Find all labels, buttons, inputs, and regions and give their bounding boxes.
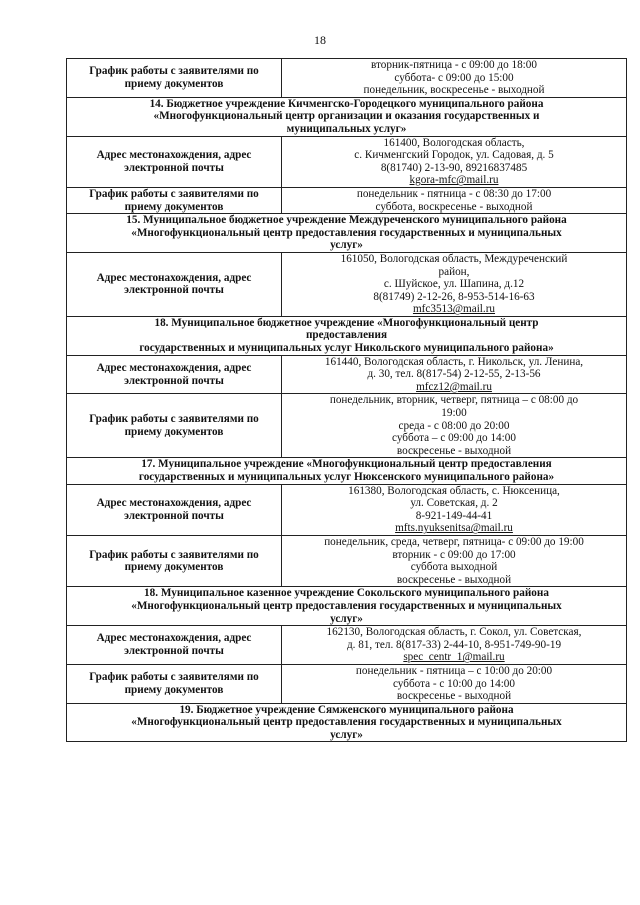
section-title-line: услуг» bbox=[330, 612, 363, 625]
value-line: 19:00 bbox=[441, 407, 467, 420]
row-label: Адрес местонахождения, адрес электронной почты bbox=[67, 626, 282, 665]
row-label: Адрес местонахождения, адрес электронной почты bbox=[67, 136, 282, 187]
row-value bbox=[282, 355, 627, 394]
section-header-row bbox=[67, 587, 627, 626]
value-line: 161440, Вологодская область, г. Никольск, ул. Ленина, bbox=[324, 355, 584, 368]
section-title-line: 15. Муниципальное бюджетное учреждение Междуреченского муниципального района bbox=[126, 214, 567, 227]
value-line: 8-921-149-44-41 bbox=[415, 509, 493, 522]
section-title-line: «Многофункциональный центр организации и оказания государственных и bbox=[153, 110, 540, 123]
section-header-row bbox=[67, 703, 627, 742]
row-value bbox=[282, 252, 627, 316]
email-link[interactable]: mfts.nyuksenitsa@mail.ru bbox=[395, 522, 513, 535]
section-header-row bbox=[67, 214, 627, 253]
row-value bbox=[282, 136, 627, 187]
email-link[interactable]: mfc3513@mail.ru bbox=[412, 303, 496, 316]
section-title-line: государственных и муниципальных услуг Никольского муниципального района» bbox=[139, 342, 554, 355]
value-line: воскресенье - выходной bbox=[396, 444, 512, 457]
value-line: суббота, воскресенье - выходной bbox=[375, 200, 533, 213]
info-row bbox=[67, 626, 627, 665]
section-header-row bbox=[67, 316, 627, 355]
row-label: Адрес местонахождения, адрес электронной почты bbox=[67, 484, 282, 535]
value-line: понедельник, воскресенье - выходной bbox=[363, 84, 545, 97]
value-line: 161400, Вологодская область, bbox=[383, 136, 525, 149]
section-title-line: услуг» bbox=[330, 728, 363, 741]
section-title-line: «Многофункциональный центр предоставления государственных и муниципальных bbox=[131, 226, 562, 239]
value-line: с. Шуйское, ул. Шапина, д.12 bbox=[383, 278, 525, 291]
row-label: Адрес местонахождения, адрес электронной почты bbox=[67, 355, 282, 394]
value-line: суббота- с 09:00 до 15:00 bbox=[394, 71, 514, 84]
section-title-line: 18. Муниципальное бюджетное учреждение «Многофункциональный центр bbox=[154, 316, 539, 329]
value-line: 161380, Вологодская область, с. Нюксеница, bbox=[348, 484, 560, 497]
info-row bbox=[67, 535, 627, 586]
section-title-line: «Многофункциональный центр предоставления государственных и муниципальных bbox=[131, 716, 562, 729]
value-line: суббота выходной bbox=[410, 561, 498, 574]
value-line: среда - с 08:00 до 20:00 bbox=[398, 419, 510, 432]
row-label: График работы с заявителями по приему документов bbox=[67, 59, 282, 98]
value-line: понедельник - пятница – с 10:00 до 20:00 bbox=[355, 664, 553, 677]
info-row bbox=[67, 664, 627, 703]
row-label: График работы с заявителями по приему документов bbox=[67, 535, 282, 586]
section-header-row bbox=[67, 458, 627, 484]
section-title bbox=[67, 214, 627, 253]
row-value bbox=[282, 626, 627, 665]
row-value bbox=[282, 394, 627, 458]
row-value bbox=[282, 59, 627, 98]
section-title-line: «Многофункциональный центр предоставления государственных и муниципальных bbox=[131, 599, 562, 612]
page-number: 18 bbox=[314, 33, 326, 47]
info-row bbox=[67, 187, 627, 213]
section-title bbox=[67, 316, 627, 355]
row-value bbox=[282, 187, 627, 213]
value-line: воскресенье - выходной bbox=[396, 690, 512, 703]
value-line: понедельник, вторник, четверг, пятница – с 08:00 до bbox=[329, 394, 579, 407]
section-title-line: государственных и муниципальных услуг Нюксенского муниципального района» bbox=[138, 471, 555, 483]
value-line: с. Кичменгский Городок, ул. Садовая, д. 5 bbox=[354, 149, 554, 162]
section-title-line: услуг» bbox=[330, 239, 363, 252]
value-line: ул. Советская, д. 2 bbox=[410, 497, 498, 510]
info-row bbox=[67, 252, 627, 316]
value-line: 8(81740) 2-13-90, 89216837485 bbox=[380, 161, 528, 174]
value-line: 162130, Вологодская область, г. Сокол, ул. Советская, bbox=[326, 626, 582, 639]
section-title bbox=[67, 587, 627, 626]
section-title bbox=[67, 458, 627, 484]
email-link[interactable]: kgora-mfc@mail.ru bbox=[409, 174, 499, 187]
row-label: График работы с заявителями по приему документов bbox=[67, 664, 282, 703]
info-row bbox=[67, 394, 627, 458]
section-title-line: 19. Бюджетное учреждение Сямженского муниципального района bbox=[179, 703, 514, 716]
section-title bbox=[67, 703, 627, 742]
value-line: понедельник - пятница - с 08:30 до 17:00 bbox=[356, 187, 552, 200]
section-title-line: 18. Муниципальное казенное учреждение Сокольского муниципального района bbox=[144, 587, 549, 600]
row-label: График работы с заявителями по приему документов bbox=[67, 394, 282, 458]
info-row bbox=[67, 484, 627, 535]
value-line: вторник-пятница - с 09:00 до 18:00 bbox=[371, 59, 537, 71]
section-header-row bbox=[67, 97, 627, 136]
section-title-line: 17. Муниципальное учреждение «Многофункциональный центр предоставления bbox=[141, 458, 552, 471]
section-title-line: предоставления bbox=[305, 329, 387, 342]
value-line: вторник - с 09:00 до 17:00 bbox=[392, 548, 516, 561]
row-value bbox=[282, 535, 627, 586]
info-row bbox=[67, 136, 627, 187]
section-title-line: 14. Бюджетное учреждение Кичменгско-Городецкого муниципального района bbox=[149, 97, 544, 110]
value-line: суббота – с 09:00 до 14:00 bbox=[392, 432, 516, 445]
row-label: Адрес местонахождения, адрес электронной почты bbox=[67, 252, 282, 316]
value-line: 8(81749) 2-12-26, 8-953-514-16-63 bbox=[373, 290, 535, 303]
value-line: воскресенье - выходной bbox=[396, 573, 512, 586]
value-line: район, bbox=[438, 265, 470, 278]
value-line: д. 30, тел. 8(817-54) 2-12-55, 2-13-56 bbox=[367, 368, 541, 381]
section-title bbox=[67, 97, 627, 136]
value-line: 161050, Вологодская область, Междуреченский bbox=[340, 252, 568, 265]
value-line: суббота - с 10:00 до 14:00 bbox=[392, 677, 515, 690]
row-label: График работы с заявителями по приему документов bbox=[67, 187, 282, 213]
email-link[interactable]: spec_centr_1@mail.ru bbox=[403, 651, 505, 664]
value-line: понедельник, среда, четверг, пятница- с 09:00 до 19:00 bbox=[324, 535, 584, 548]
value-line: д. 81, тел. 8(817-33) 2-44-10, 8-951-749-90-19 bbox=[346, 638, 562, 651]
section-title-line: муниципальных услуг» bbox=[286, 122, 407, 135]
mfc-table bbox=[66, 58, 627, 742]
email-link[interactable]: mfcz12@mail.ru bbox=[416, 380, 492, 393]
row-value bbox=[282, 664, 627, 703]
info-row bbox=[67, 59, 627, 98]
info-row bbox=[67, 355, 627, 394]
row-value bbox=[282, 484, 627, 535]
